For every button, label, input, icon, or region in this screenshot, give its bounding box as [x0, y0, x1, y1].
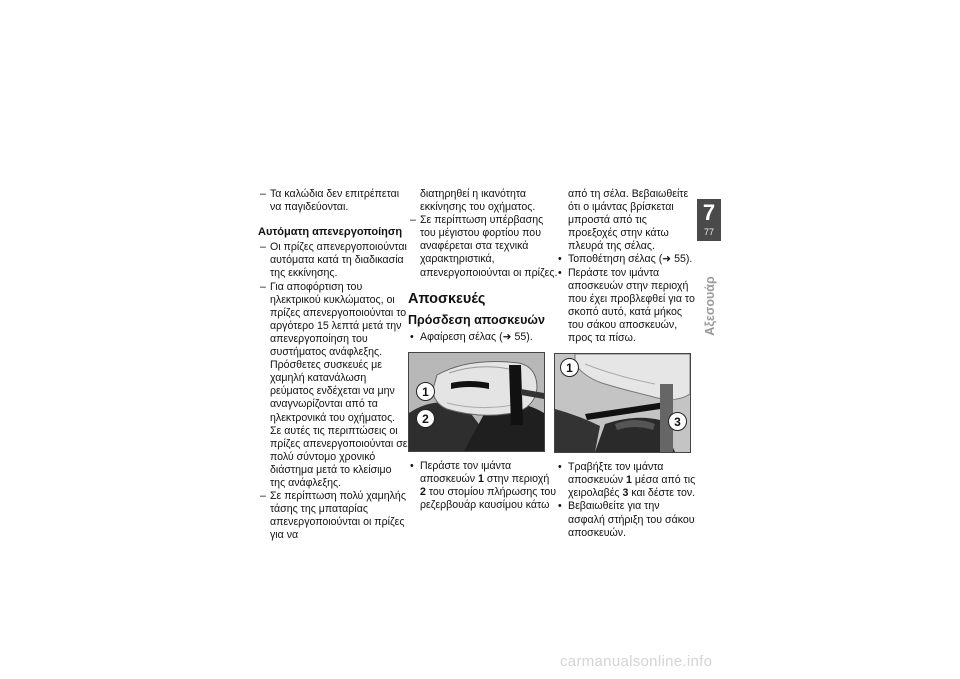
callout-2: 2	[416, 409, 435, 428]
bullet-item	[556, 500, 696, 539]
paragraph: διατηρηθεί η ικανότητα εκκίνησης του οχήματος.	[420, 188, 536, 214]
bullet-marker: •	[558, 500, 562, 513]
dash-item	[408, 214, 558, 279]
paragraph: Περάστε τον ιμάντα αποσκευών στην περιοχή που έχει προβλεφθεί για το σκοπό αυτό, κατά μήκος του σάκου αποσκευών, προς τα πίσω.	[568, 266, 695, 345]
text-run: μέσα από τις χειρολαβές	[568, 474, 696, 500]
dash-marker: –	[260, 241, 266, 254]
bullet-marker: •	[410, 330, 414, 343]
chapter-number: 7	[702, 200, 716, 225]
subsection-title-luggage-fastening: Πρόσδεση αποσκευών	[408, 312, 545, 327]
callout-1: 1	[416, 382, 435, 401]
bullet-marker: •	[558, 266, 562, 279]
section-heading-auto-off: Αυτόματη απενεργοποίηση	[258, 226, 403, 239]
paragraph: Οι πρίζες απενεργοποιούνται αυτόματα κατά τη διαδικασία της εκκίνησης.	[270, 241, 407, 280]
dash-marker: –	[260, 490, 266, 503]
chapter-side-title	[688, 268, 732, 344]
dash-marker: –	[260, 280, 266, 293]
paragraph: από τη σέλα. Βεβαιωθείτε ότι ο ιμάντας βρίσκεται μπροστά από τις προεξοχές στην κάτω πλευρά της σέλας.	[568, 188, 689, 253]
text-run: του στομίου πλήρωσης του ρεζερβουάρ καυσίμου κάτω	[420, 485, 557, 512]
bullet-marker: •	[558, 461, 562, 474]
paragraph: Σε περίπτωση πολύ χαμηλής τάσης της μπαταρίας απενεργοποιούνται οι πρίζες για να	[270, 490, 406, 542]
text-run: Περάστε τον ιμάντα αποσκευών	[420, 459, 512, 485]
paragraph: Για αποφόρτιση του ηλεκτρικού κυκλώματος, οι πρίζες απενεργοποιούνται το αργότερο 15 λεπτά μετά την απενεργοποίηση του συστήματος ανάφλεξης. Πρόσθετες συσκευές με χαμηλή κατανάλωση ρεύματος ενδέχεται να μην αναγνωρίζονται από τα ηλεκτρονικά του οχήματος. Σε αυτές τις περιπτώσεις οι πρίζες απενεργοποιούνται σε πολύ σύντομο χρονικό διάστημα μετά το κλείσιμο της ανάφλεξης.	[270, 280, 408, 489]
column-2	[408, 188, 558, 512]
figure-seat-strap	[408, 352, 545, 452]
text-run: Τραβήξτε τον ιμάντα αποσκευών	[568, 461, 664, 487]
paragraph: Τα καλώδια δεν επιτρέπεται να παγιδεύονται.	[270, 188, 400, 214]
bullet-marker: •	[558, 253, 562, 266]
paragraph: Τοποθέτηση σέλας (➜ 55).	[568, 253, 693, 266]
bullet-item	[556, 253, 696, 266]
ref-number: 1	[626, 474, 632, 487]
bullet-item	[408, 460, 558, 512]
figure-illustration	[409, 353, 544, 451]
dash-item	[258, 490, 408, 542]
column-1	[258, 188, 408, 542]
figure-luggage-strap	[554, 353, 691, 453]
paragraph: Αφαίρεση σέλας (➜ 55).	[420, 330, 533, 343]
watermark: carmanualsonline.info	[560, 653, 713, 670]
dash-item	[258, 281, 408, 491]
callout-1: 1	[560, 358, 579, 377]
callout-3: 3	[668, 412, 687, 431]
text-run: στην περιοχή	[483, 472, 550, 485]
page-number: 77	[703, 227, 714, 237]
bullet-item	[408, 331, 558, 344]
dash-item	[258, 241, 408, 280]
paragraph: Βεβαιωθείτε για την ασφαλή στήριξη του σάκου αποσκευών.	[568, 500, 695, 539]
chapter-title-text: Αξεσουάρ	[703, 276, 717, 336]
dash-marker: –	[260, 188, 266, 200]
bullet-item	[556, 267, 696, 346]
continued-text	[556, 188, 696, 253]
bullet-marker: •	[410, 459, 414, 472]
paragraph: Σε περίπτωση υπέρβασης του μέγιστου φορτίου που αναφέρεται στα τεχνικά χαρακτηριστικά, απενεργοποιούνται οι πρίζες.	[420, 214, 558, 279]
dash-item	[258, 188, 408, 214]
column-3	[556, 188, 696, 540]
dash-marker: –	[410, 214, 416, 227]
ref-number: 3	[622, 487, 629, 500]
ref-number: 1	[478, 472, 484, 485]
continued-text	[408, 188, 558, 214]
bullet-item	[556, 461, 696, 500]
text-run: και δέστε τον.	[628, 487, 696, 500]
section-title-luggage: Αποσκευές	[408, 290, 486, 307]
ref-number: 2	[420, 485, 426, 498]
